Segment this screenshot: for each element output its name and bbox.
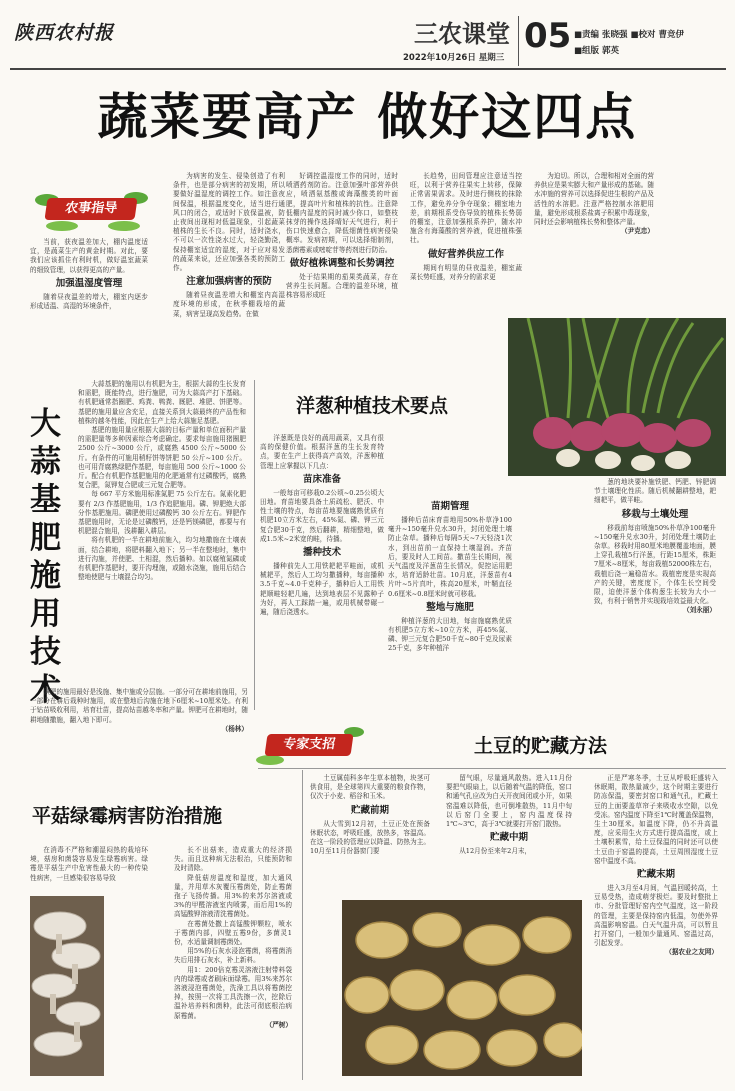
mushroom-para-4: 在霉菌处撒上高锰酸钾颗粒，喷水于霉菌内部，四壁五霉9份，多菌灵1份，水适量调制霉菌处。 [174, 919, 292, 947]
potato-sub-1: 贮藏前期 [350, 804, 389, 816]
veg-para-3: 好调控温湿度工作的同时，适时喷洒药剂防治。注意加强叶部营养供应，喷洒氨基酸或海藻酸类的叶面肥，提高叶片和植株的抗性。注意降低棚内湿度的同时减少你口，如整枝抹芽的操作选择晴好天气进行，利于伤口快速愈合，降低细菌性病害侵染概率。发病初期，可以选择细制剂，悉菌霉素或嘧啶苷等药剂进行防治。 [286, 172, 398, 254]
potato-col-3 [594, 774, 718, 1084]
potato-signature: （据农业之友网） [665, 948, 718, 957]
issue-date: 2022年10月26日 星期三 [403, 53, 505, 63]
masthead-divider [518, 16, 519, 66]
veg-sub-2: 注意加强病害的预防 [186, 276, 272, 288]
onion-para-1: 一般每亩可移栽0.2公顷~0.25公顷大田地。育苗地要具备土质疏松、肥沃、中性土壤的特点，每亩苗地要施腐熟优质有机肥10立方米左右，45%氮、磷、钾三元复合肥30千克，然后翻耕，精细整地，做成1.5米~2米宽的畦，待播。 [260, 488, 384, 543]
potato-col-2 [446, 774, 572, 892]
onion-col-3 [594, 478, 716, 728]
veg-intro: 当前，获夜温差加大，棚内温度适宜，是蔬菜生产的黄金时期。对此，要我们应该抓住有利时机，做好温室蔬菜的细致管理，以获得更高的产量。 [30, 238, 148, 274]
potato-title: 土豆的贮藏方法 [474, 735, 608, 757]
potato-photo [342, 900, 582, 1076]
onion-para-5b: 移栽前每亩喷施50%朴草净100毫升~150毫升兑水30升，封闭处理土壤防止杂草。移栽时用80厘米地膜覆盖地面，膜上穿孔栽植5行洋葱，行距15厘米，株距7厘米~8厘米，每亩栽植52000株左右，栽植后浇一遍稳苗水。栽植密度是实现高产的关键，密度度下，个体生长空间受限，迫使洋葱个体构葱生长较为大小一致，有利于销售并实现栽培效益最大化。 [594, 523, 716, 606]
page-number: 05 [524, 16, 572, 56]
onion-illustration [508, 318, 726, 476]
veg-sub-4: 做好营养供应工作 [427, 248, 504, 260]
onion-col-2 [388, 498, 512, 722]
mushroom-illustration [30, 896, 104, 1076]
potato-sub-3: 贮藏末期 [636, 869, 675, 881]
onion-intro: 洋葱既是良好的蔬用蔬菜，又具有很高的保健价值。根据洋葱的生长发育特点，要在生产上获得高产高效，洋葱种植管理上应掌握以下几点： [260, 434, 384, 470]
potato-para-3b: 进入3月至4月间，气温回暖转高，土豆易受热，造成萌芽极烂。要及时整批上市、分批管理好窑内空气温度，这一阶段的管理，主要是保持窑内低温，勿使外界高温影响窑温。白天气温升高，可以暂且打开窑门，一般加少量通风、窑温过高，引起发芽。 [594, 884, 718, 948]
onion-sub-5: 移栽与土壤处理 [621, 508, 689, 520]
veg-col-2 [173, 172, 285, 340]
onion-sub-2: 播种技术 [302, 547, 341, 559]
veg-sub-3: 做好植株调整和长势调控 [289, 257, 395, 269]
masthead-rule [10, 68, 726, 70]
divider-garlic [254, 380, 255, 710]
garlic-para-4: 将有机肥的一半在耕地前施入，均匀地撒施在土壤表面，结合耕地，将肥料翻入地下；另一半在整地时，集中进行沟施，并使肥、土相混，然后播种。如以腐殖氮磷或有机肥作基肥时，要开沟埋施，或随水浇施，施用后结合整地使肥与土壤混合均匀。 [78, 536, 246, 582]
mushroom-col-2 [174, 846, 292, 1082]
mushroom-signature: （严树） [265, 1020, 292, 1029]
onion-sub-1: 苗床准备 [302, 473, 341, 485]
mushroom-para-5: 用5%的石灰水浸泡霉菌，将霉菌消失后用排石灰水，补上新料。 [174, 947, 292, 965]
potato-col-1 [310, 774, 430, 892]
potato-illustration [342, 900, 582, 1076]
credits-2: ■组版 郭英 [574, 46, 619, 56]
garlic-col-2 [30, 688, 248, 766]
garlic-title: 大蒜基肥施用技术 [30, 406, 61, 708]
veg-col-5 [534, 172, 654, 340]
onion-sub-3: 苗期管理 [430, 501, 469, 512]
onion-para-5: 葱的地块要补施铁肥、钙肥、锌肥调节土壤理化性质。随后机械翻耕整地，耙细耙平，做平畦。 [594, 478, 716, 505]
tag-farm-guide [32, 186, 150, 232]
veg-signature: （尹克忠） [621, 227, 654, 236]
veg-para-4: 长趋势，田间管理应注意适当控旺，以利于营养往果实上转移，保障正常需果需求。及时进行侧枝的抹除工作，避免养分争夺现象；棚室地力差，前期根系受伤导致的植株长势弱的棚室，注意加强根系养护，随水冲施含有海藻酸的营养液，促进植株强壮。 [410, 172, 522, 245]
potato-para-1: 从大雪到12月初，土豆正处在预备休眠状态，呼吸旺盛，放热多，容温高。在这一阶段的管理应以降温、防热为主。10月至11月份器窗门要 [310, 819, 430, 856]
veg-para-1: 随着昼夜温差的增大，棚室内逐步形成适温、高湿的环境条件， [30, 292, 148, 311]
veg-sub-1: 加强温湿度管理 [55, 277, 123, 289]
veg-para-5: 为迫切。所以，合理和相对全面的营养供应是果实膨大和产量形成的基础。随水冲施的营养可以选择促进生根的产品及活性的水溶肥。注意严格控制水溶肥用量，避免形成根系盐离子积累中毒现象，同时还会影响植株长势和整体产量。 [534, 172, 654, 227]
onion-para-2: 播种前先人工用铁耙耙平畦面，或机械耙平，然后人工均匀撒播种，每亩播种3.5千克~4.0千克种子，播种后人工用铁耙顺畦轻耙几遍，达到地表层不见露种子为好，再人工踩踏一遍，或用机械带碾一遍，随后浇透水。 [260, 562, 384, 617]
potato-sub-2: 贮藏中期 [489, 832, 528, 844]
garlic-para-5: 碘肥的施用最好是浅施、集中施或分层施。一部分可在耕地前施用，另一部分在耕后栽种时施用，或在整地后沟施在地下6厘米~10厘米处。有利于钻苗吸收利用，培育壮苗，提高钻苗越冬率和产量。钾肥可在耕地时，随耕地随撒施，翻入地下即可。 [30, 688, 248, 724]
garlic-signature: （杨林） [221, 724, 248, 733]
mushroom-photo [30, 896, 104, 1076]
veg-para-3b: 处于结果期的茄果类蔬菜，存在营养生长问题。合理的温差环境，植株容易形成旺 [286, 272, 398, 300]
onion-title: 洋葱种植技术要点 [296, 395, 449, 417]
onion-col-1 [260, 434, 384, 724]
garlic-para-3: 每 667 平方米施用标准氮肥 75 公斤左右。氮素化肥要有 2/3 作基肥施用，1/3 作追肥施用。磷、钾肥绝大部分作基肥施用。磷肥使用过磷酸钙 30 公斤左右。钾肥作基肥施用时，无论是过磷酸钙，还是钙镁磷肥，都要与有机肥混合施用，浅耕翻入耕层。 [78, 490, 246, 536]
onion-para-3: 播种后苗床育苗地用50%朴草净100毫升~150毫升兑水30升，封闭处理土壤防止杂草。播种后每隔5天~7天轻浇1次水，到出苗前一直保持土壤湿润。齐苗后，要及时人工间苗。撒苗生长期间，视天气温度及洋葱苗生长情况，促控运用肥水，培育适龄壮苗。10月底，洋葱苗有4片叶~5片真叶，株高20厘米，叶鞘直径0.6厘米~0.8厘米时就可移栽。 [388, 516, 512, 598]
credits: ■责编 张晓强 ■校对 曹竞伊 [574, 30, 684, 40]
onion-para-4: 种植洋葱的大田地，每亩施腐熟优质有机肥5立方米~10立方米，再45%氮、磷、钾三元复合肥50千克~80千克及尿素25千克，多年种植洋 [388, 616, 512, 653]
mushroom-title: 平菇绿霉病害防治措施 [32, 805, 223, 827]
garlic-col-1 [78, 380, 246, 690]
potato-para-2b: 从12月份至来年2月末， [459, 847, 532, 856]
main-headline: 蔬菜要高产 做好这四点 [97, 88, 638, 146]
garlic-para-1: 大蒜基肥的施用以有机肥为主，根据大蒜的生长发育和需肥，既能特点，进行施肥，可为大蒜高产打下基础。有机肥通常指圈肥、鸡粪、鸭粪、厩肥、堆肥、饼肥等。基肥的施用量应含充足，直接关系到大蒜最终的产品性和植株的越冬性能，因此在生产上给大蒜施足基肥。 [78, 380, 246, 425]
onion-signature: （刘永丽） [683, 606, 716, 615]
tag-expert-tips [256, 724, 366, 768]
section-title: 三农课堂 [414, 19, 510, 48]
veg-para-2b: 随着昼夜温差增大和棚室内高湿度环境的形成，在秋季棚栽培的蔬菜，病害呈现高发趋势。在做 [173, 291, 285, 318]
tag-farm-guide-label: 农事指导 [44, 198, 137, 220]
onion-sub-4: 整地与施肥 [426, 601, 474, 613]
divider-potato [258, 768, 726, 769]
tag-expert-tips-label: 专家支招 [264, 734, 353, 756]
potato-intro: 土豆属茄科多年生草本植物，块茎可供食用，是全球第四大重要的粮食作物，仅次于小麦、稻谷和玉米。 [310, 774, 430, 801]
divider-mushroom [302, 770, 303, 1080]
veg-para-2: 为病害的发生、侵染创造了有利条件，也是部分病害的初发期，所以要做好温湿度的调控工作。如注意夜间保温，根据温度变化，适当进行通风口的闭合，或适时下放保温被，防止夜间出现相对低温现象，引起蔬菜植株的生长不良。同时，适时浇水，不可以一次性浇水过大，轻浇勤浇，保持棚室适宜的湿度，对于应对易发的蔬菜来说，还应加强各类的预防工作。 [173, 172, 285, 273]
mushroom-para-2: 长不出菇来，造成重大的经济损失。而且这种病无法根治，只能预防和及时清除。 [174, 846, 292, 873]
garlic-para-2: 基肥的施用量应根据大蒜的目标产量和单位面积产量的需肥量等多种因素综合考虑确定。要求每亩施用猪圈肥 2500 公斤~3000 公斤，或腐熟 4500 公斤~5000 公斤。有条件的可施用稍籽饼等饼肥 50 公斤~100 公斤。也可用背腐熟绿肥作基肥，每亩施用 500 公斤~1000 公斤。配合有机肥作基肥施用的化肥通常有过磷酸钙，腐熟复合肥，氮钾复合肥或三元复合肥等。 [78, 426, 246, 490]
paper-logo: 陕西农村报 [14, 22, 115, 44]
veg-para-4b: 期间有明显的昼夜温差，棚室蔬菜长势旺盛，对养分的需求更 [410, 263, 522, 281]
veg-col-3 [286, 172, 398, 340]
mushroom-col-1 [30, 846, 148, 896]
veg-col-4 [410, 172, 522, 340]
mushroom-para-6: 用1：200倍克霉灵溶液注射带料袋内的绿霉或者刷床面绿霉。用3%来苏尔溶液浸泡霉菌处，洗澡工具以将霉菌挖掉，按照一次将工具洗擦一次，挖除后温补培养料和菌种，此法可彻底根治病原霉菌。 [174, 965, 292, 1020]
potato-para-2: 留气眼，尽量通风散热。进入11月份要把气眼扇上，以后随着气温的降低，窑口和通气孔应改为白天开夜间闭或小开，如果窑温难以降低，也可倒堆散热，11月中旬以后窑门全要上，窑内温度保持1℃~3℃，高于3℃就要打开窑门散热。 [446, 774, 572, 829]
mushroom-intro: 在消毒不严格和潮湿闷热的栽培环境，菇房和菌袋容易发生绿霉病害。绿霉是平菇生产中危害性最大的一种传染性病害，一旦感染很容易导致 [30, 846, 148, 882]
onion-photo [508, 318, 726, 476]
mushroom-para-3: 降低菇房温度和湿度，加大通风量，并用草木灰覆压霉菌处，防止霉菌孢子飞扬传播。用3%的来苏尔溶液或3%的甲醛溶液室内喷雾，而后用1%的高锰酸钾溶液清洗霉菌处。 [174, 873, 292, 919]
potato-para-3: 正是严寒冬季，土豆从呼吸旺盛转入休眠期，散热量减少，这个时期主要进行防冻保温，要密封窑口和通气孔，贮藏土豆的上面要盖草帘子来吸收水空隙，以免受冻。窑内温度下降至1℃时覆盖保温物，生土30厘米。如温度下降，仍不升高温度，应采用生火方式进行提高温度，或上土壤积累雪，给土豆保温的同时还可以使土豆由于窑温的提高，土豆周围湿度土豆窑中温度不高。 [594, 774, 718, 865]
veg-col-1 [30, 238, 148, 338]
